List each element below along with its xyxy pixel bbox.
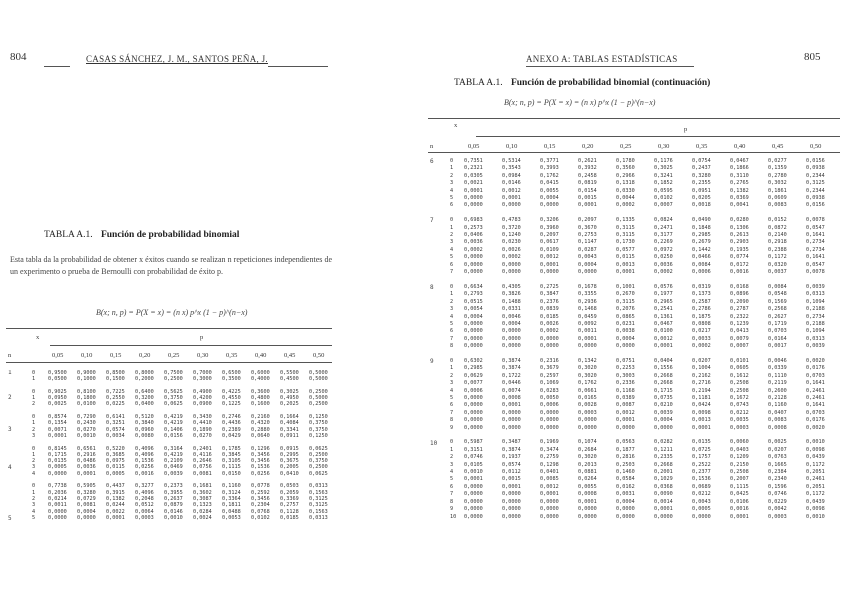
n-label: 7 xyxy=(430,217,434,224)
p-header-cell: 0,45 xyxy=(284,352,296,359)
n-label: 5 xyxy=(8,515,12,522)
running-head: CASAS SÁNCHEZ, J. M., SANTOS PEÑA, J. xyxy=(86,54,268,64)
value-column: 0,9500 0,0500 0,9025 0,0950 0,0025 0,8574 0,1354 0,0071 0,0001 0,8145 0,1715 0,0135 0,0005 0,0000 0,7738 0,2036 0,0214 0,0011 0,0000 0,0000 xyxy=(48,370,67,521)
header-p: p xyxy=(200,334,204,341)
value-column: 0,7351 0,2321 0,0305 0,0021 0,0001 0,0000 0,0000 0,6983 0,2573 0,0406 0,0036 0,0002 0,0000 0,0000 0,0000 0,6634 0,2793 0,0515 0,0054 0,0004 0,0000 0,0000 0,0000 0,0000 0,6302 0,2985 0,0629 0,0077 0,0006 0,0000 0,0000 0,0000 0,0000 0,0000 0,5987 0,3151 0,0746 0,0105 0,0010 0,0001 0,0000 0,0000 0,0000 0,0000 0,0000 xyxy=(464,158,483,520)
p-header-cell: 0,15 xyxy=(544,143,556,150)
table-title-label: TABLA A.1. xyxy=(44,230,93,240)
p-header-cell: 0,40 xyxy=(734,143,746,150)
p-header-cell: 0,25 xyxy=(620,143,632,150)
p-header-cell: 0,15 xyxy=(110,352,122,359)
value-column: 0,1176 0,3025 0,3241 0,1852 0,0595 0,0102 0,0007 0,0824 0,2471 0,3177 0,2269 0,0972 0,0250 0,0036 0,0002 0,0576 0,1977 0,2965 0,2541 0,1361 0,0467 0,0100 0,0012 0,0001 0,0404 0,1556 0,2668 0,2668 0,1715 0,0735 0,0210 0,0039 0,0004 0,0000 0,0282 0,1211 0,2335 0,2668 0,2001 0,1029 0,0368 0,0090 0,0014 0,0001 0,0000 xyxy=(654,158,673,520)
p-header-cell: 0,20 xyxy=(582,143,594,150)
n-label: 8 xyxy=(430,284,434,291)
p-header-cell: 0,50 xyxy=(313,352,325,359)
table-title-text: Función de probabilidad binomial xyxy=(100,230,240,240)
value-column: 0,0754 0,2437 0,3280 0,2355 0,0951 0,0205 0,0018 0,0490 0,1848 0,2985 0,2679 0,1442 0,0466 0,0084 0,0006 0,0319 0,1373 0,2587 0,2786 0,1875 0,0808 0,0217 0,0033 0,0002 0,0207 0,1004 0,2162 0,2716 0,2194 0,1181 0,0424 0,0098 0,0013 0,0001 0,0135 0,0725 0,1757 0,2522 0,2377 0,1536 0,0689 0,0212 0,0043 0,0005 0,0000 xyxy=(692,158,711,520)
value-column: 0,3771 0,3993 0,1762 0,0415 0,0055 0,0004 0,0000 0,3206 0,3960 0,2097 0,0617 0,0109 0,0012 0,0001 0,0000 0,2725 0,3847 0,2376 0,0839 0,0185 0,0026 0,0002 0,0000 0,0000 0,2316 0,3679 0,2597 0,1069 0,0283 0,0050 0,0006 0,0000 0,0000 0,0000 0,1969 0,3474 0,2759 0,1298 0,0401 0,0085 0,0012 0,0001 0,0000 0,0000 0,0000 xyxy=(540,158,559,520)
p-header-cell: 0,25 xyxy=(168,352,180,359)
value-column: 0,6500 0,3500 0,4225 0,4550 0,1225 0,2746 0,4436 0,2389 0,0429 0,1785 0,3845 0,3105 0,1115 0,0150 0,1160 0,3124 0,3364 0,1811 0,0488 0,0053 xyxy=(222,370,241,521)
binomial-table-left xyxy=(8,370,338,592)
p-rule xyxy=(476,136,840,137)
value-column: 0,0467 0,1866 0,3110 0,2765 0,1382 0,0369 0,0041 0,0280 0,1306 0,2613 0,2903 0,1935 0,0774 0,0172 0,0016 0,0168 0,0896 0,2090 0,2787 0,2322 0,1239 0,0413 0,0079 0,0007 0,0101 0,0605 0,1612 0,2508 0,2508 0,1672 0,0743 0,0212 0,0035 0,0003 0,0060 0,0403 0,1209 0,2150 0,2508 0,2007 0,1115 0,0425 0,0106 0,0016 0,0001 xyxy=(730,158,749,520)
page-number: 805 xyxy=(804,51,821,63)
n-label: 10 xyxy=(430,440,438,447)
p-header-cell: 0,50 xyxy=(810,143,822,150)
header-n: n xyxy=(8,352,12,359)
value-column: 0,0277 0,1359 0,2780 0,3032 0,1861 0,0609 0,0083 0,0152 0,0872 0,2140 0,2918 0,2388 0,1172 0,0320 0,0037 0,0084 0,0548 0,1569 0,2568 0,2627 0,1719 0,0703 0,0164 0,0017 0,0046 0,0339 0,1110 0,2119 0,2600 0,2128 0,1160 0,0407 0,0083 0,0008 0,0025 0,0207 0,0763 0,1665 0,2384 0,2340 0,1596 0,0746 0,0229 0,0042 0,0003 xyxy=(768,158,787,520)
p-header-cell: 0,30 xyxy=(197,352,209,359)
value-column: 0,8000 0,2000 0,6400 0,3200 0,0400 0,5120 0,3840 0,0960 0,0080 0,4096 0,4096 0,1536 0,0256 0,0016 0,3277 0,4096 0,2048 0,0512 0,0064 0,0003 xyxy=(135,370,154,521)
n-label: 4 xyxy=(8,464,12,471)
header-rule xyxy=(268,66,328,67)
p-header-cell: 0,05 xyxy=(468,143,480,150)
n-label: 1 xyxy=(8,370,12,376)
p-header-cell: 0,45 xyxy=(772,143,784,150)
n-label: 2 xyxy=(8,394,12,401)
x-column: 0 1 2 3 4 5 6 0 1 2 3 4 5 6 7 0 1 2 3 4 5 6 7 8 0 1 2 3 4 5 6 7 8 9 0 1 2 3 4 5 6 7 8 9 10 xyxy=(450,158,457,520)
intro-paragraph: Esta tabla da la probabilidad de obtener x éxitos cuando se realizan n repeticiones independientes de un experimento o prueba de Bernoulli con probabilidad de éxito p. xyxy=(10,255,332,276)
value-column: 0,7000 0,3000 0,4900 0,4200 0,0900 0,3430 0,4410 0,1890 0,0270 0,2401 0,4116 0,2646 0,0756 0,0081 0,1681 0,3602 0,3087 0,1323 0,0284 0,0024 xyxy=(193,370,212,521)
p-header-cell: 0,35 xyxy=(226,352,238,359)
p-header-cell: 0,35 xyxy=(696,143,708,150)
table-header-rule xyxy=(6,362,332,363)
p-header-cell: 0,10 xyxy=(81,352,93,359)
n-label: 3 xyxy=(8,426,12,433)
table-header-rule xyxy=(428,152,840,153)
value-column: 0,1780 0,3560 0,2966 0,1318 0,0330 0,0044 0,0002 0,1335 0,3115 0,3115 0,1730 0,0577 0,0115 0,0013 0,0001 0,1001 0,2670 0,3115 0,2076 0,0865 0,0231 0,0038 0,0004 0,0000 0,0751 0,2253 0,3003 0,2336 0,1168 0,0389 0,0087 0,0012 0,0001 0,0000 0,0563 0,1877 0,2816 0,2503 0,1460 0,0584 0,0162 0,0031 0,0004 0,0000 0,0000 xyxy=(616,158,635,520)
p-rule xyxy=(50,345,332,346)
value-column: 0,5314 0,3543 0,0984 0,0146 0,0012 0,0001 0,0000 0,4783 0,3720 0,1240 0,0230 0,0026 0,0002 0,0000 0,0000 0,4305 0,3826 0,1488 0,0331 0,0046 0,0004 0,0000 0,0000 0,0000 0,3874 0,3874 0,1722 0,0446 0,0074 0,0008 0,0001 0,0000 0,0000 0,0000 0,3487 0,3874 0,1937 0,0574 0,0112 0,0015 0,0001 0,0000 0,0000 0,0000 0,0000 xyxy=(502,158,521,520)
value-column: 0,0156 0,0938 0,2344 0,3125 0,2344 0,0938 0,0156 0,0078 0,0547 0,1641 0,2734 0,2734 0,1641 0,0547 0,0078 0,0039 0,0313 0,1094 0,2188 0,2734 0,2188 0,1094 0,0313 0,0039 0,0020 0,0176 0,0703 0,1641 0,2461 0,2461 0,1641 0,0703 0,0176 0,0020 0,0010 0,0098 0,0439 0,1172 0,2051 0,2461 0,2051 0,1172 0,0439 0,0098 0,0010 xyxy=(806,158,825,520)
p-header-cell: 0,20 xyxy=(139,352,151,359)
value-column: 0,2621 0,3932 0,2458 0,0819 0,0154 0,0015 0,0001 0,2097 0,3670 0,2753 0,1147 0,0287 0,0043 0,0004 0,0000 0,1678 0,3355 0,2936 0,1468 0,0459 0,0092 0,0011 0,0001 0,0000 0,1342 0,3020 0,3020 0,1762 0,0661 0,0165 0,0028 0,0003 0,0000 0,0000 0,1074 0,2684 0,3020 0,2013 0,0881 0,0264 0,0055 0,0008 0,0001 0,0000 0,0000 xyxy=(578,158,597,520)
value-column: 0,7500 0,2500 0,5625 0,3750 0,0625 0,4219 0,4219 0,1406 0,0156 0,3164 0,4219 0,2109 0,0469 0,0039 0,2373 0,3955 0,2637 0,0879 0,0146 0,0010 xyxy=(164,370,183,521)
value-column: 0,5000 0,5000 0,2500 0,5000 0,2500 0,1250 0,3750 0,3750 0,1250 0,0625 0,2500 0,3750 0,2500 0,0625 0,0313 0,1563 0,3125 0,3125 0,1563 0,0313 xyxy=(309,370,328,521)
value-column: 0,6000 0,4000 0,3600 0,4800 0,1600 0,2160 0,4320 0,2880 0,0640 0,1296 0,3456 0,3456 0,1536 0,0256 0,0778 0,2592 0,3456 0,2304 0,0768 0,0102 xyxy=(251,370,270,521)
table-top-rule xyxy=(428,118,840,119)
table-title xyxy=(44,230,239,240)
header-rule xyxy=(44,66,70,67)
table-top-rule xyxy=(6,328,332,329)
n-label: 9 xyxy=(430,358,434,365)
p-header-cell: 0,40 xyxy=(255,352,267,359)
p-header-cell: 0,05 xyxy=(52,352,64,359)
formula: B(x; n, p) = P(X = x) = (n x) p^x (1 − p)^(n−x) xyxy=(96,308,248,317)
binomial-table-right xyxy=(430,158,844,594)
value-column: 0,5500 0,4500 0,3025 0,4950 0,2025 0,1664 0,4084 0,3341 0,0911 0,0915 0,2995 0,3675 0,2005 0,0410 0,0503 0,2059 0,3369 0,2757 0,1128 0,0185 xyxy=(280,370,299,521)
header-x: x xyxy=(454,122,458,129)
x-column: 0 1 0 1 2 0 1 2 3 0 1 2 3 4 0 1 2 3 4 5 xyxy=(32,370,36,521)
header-x: x xyxy=(36,334,40,341)
header-p: p xyxy=(684,126,688,133)
n-label: 6 xyxy=(430,158,434,165)
page-number: 804 xyxy=(10,51,27,63)
p-header-cell: 0,10 xyxy=(506,143,518,150)
table-title-label: TABLA A.1. xyxy=(454,78,503,88)
table-title-text: Función de probabilidad binomial (continuación) xyxy=(510,78,711,88)
right-page xyxy=(424,0,848,599)
p-header-cell: 0,30 xyxy=(658,143,670,150)
value-column: 0,9000 0,1000 0,8100 0,1800 0,0100 0,7290 0,2430 0,0270 0,0010 0,6561 0,2916 0,0486 0,0036 0,0001 0,5905 0,3280 0,0729 0,0081 0,0004 0,0000 xyxy=(77,370,96,521)
table-title xyxy=(454,78,710,88)
formula: B(x; n, p) = P(X = x) = (n x) p^x (1 − p)^(n−x) xyxy=(504,98,656,107)
header-rule xyxy=(526,66,694,67)
header-n: n xyxy=(430,143,434,150)
running-head: ANEXO A: TABLAS ESTADÍSTICAS xyxy=(526,54,678,64)
value-column: 0,8500 0,1500 0,7225 0,2550 0,0225 0,6141 0,3251 0,0574 0,0034 0,5220 0,3685 0,0975 0,0115 0,0005 0,4437 0,3915 0,1382 0,0244 0,0022 0,0001 xyxy=(106,370,125,521)
